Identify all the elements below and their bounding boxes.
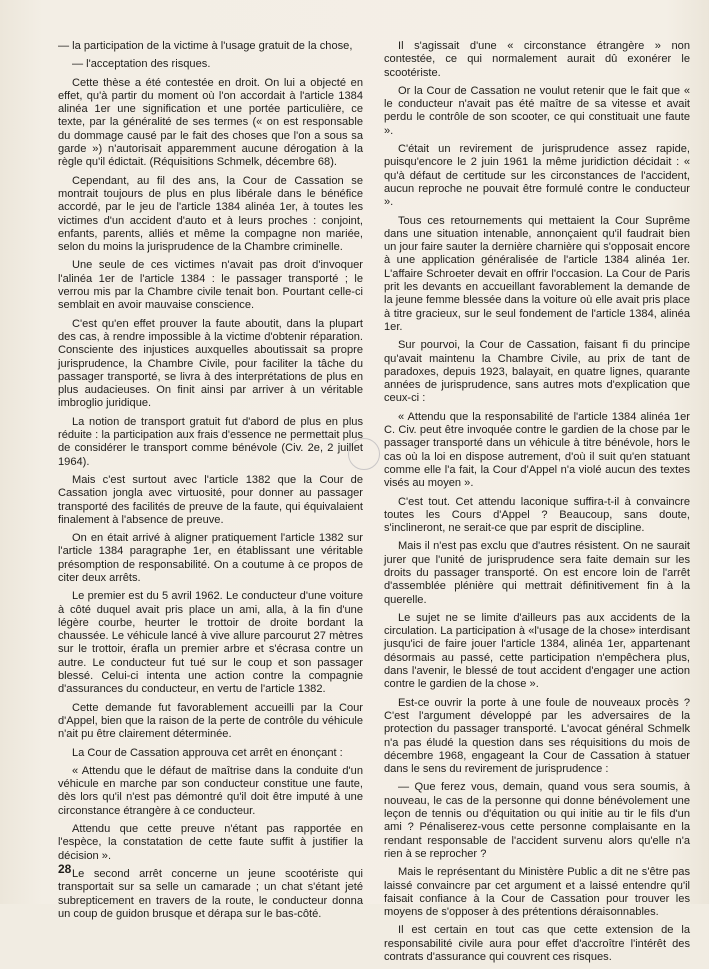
paragraph: Le premier est du 5 avril 1962. Le conducteur d'une voiture à côté duquel avait pris place un ami, alla, à la fin d'une légère courbe, heurter le trottoir de droite bordant la chaussée. Le véhicule lancé à vive allure parcourut 27 mètres sur le trottoir, érafla un premier arbre et s'écrasa contre un autre. Le conducteur fut tué sur le coup et son passager blessé. Celui-ci intenta une action contre la compagnie d'assurances du conducteur, en vertu de l'article 1382.	[58, 590, 363, 696]
paragraph: Il est certain en tout cas que cette extension de la responsabilité civile aura pour effet d'accroître l'intérêt des contrats d'assurance qui couvrent ces risques.	[384, 924, 690, 963]
paragraph: Le sujet ne se limite d'ailleurs pas aux accidents de la circulation. La participation à «l'usage de la chose» interdisant jusqu'ici de faire jouer l'article 1384, alinéa 1er, appartenant désormais au passé, cette participation n'empêchera plus, dans l'avenir, le blessé de tout accident d'engager une action contre le gardien de la chose ».	[384, 611, 690, 691]
page-number: 28	[58, 862, 72, 876]
paragraph: Mais il n'est pas exclu que d'autres résistent. On ne saurait jurer que l'unité de jurisprudence sera faite demain sur les droits du passager transporté. On est encore loin de l'arrêt d'assemblée plénière qui mettrait définitivement fin à la querelle.	[384, 540, 690, 606]
paragraph: — la participation de la victime à l'usage gratuit de la chose,	[58, 40, 353, 52]
paragraph: — l'acceptation des risques.	[72, 58, 211, 71]
paragraph: Tous ces retournements qui mettaient la Cour Suprême dans une situation intenable, annonçaient qu'il faudrait bien un jour faire sauter la dernière charnière qui s'opposait encore à une application généralisée de l'article 1384 alinéa 1er. L'affaire Schroeter devait en offrir l'occasion. La Cour de Paris prit les devants en accueillant favorablement la demande de la jeune femme blessée dans la voiture où elle avait pris place à titre gracieux, sur le seul fondement de l'article 1384, alinéa 1er.	[384, 214, 690, 333]
quote-paragraph: « Attendu que le défaut de maîtrise dans la conduite d'un véhicule en marche par son conducteur constitue une faute, dès lors qu'il n'est pas démontré qu'il doit être imputé à une circonstance étrangère à ce conducteur.	[58, 764, 363, 817]
quote-paragraph: Attendu que cette preuve n'étant pas rapportée en l'espèce, la constatation de cette faute suffit à justifier la décision ».	[58, 823, 363, 862]
paragraph: Mais le représentant du Ministère Public a dit ne s'être pas laissé convaincre par cet argument et a laissé entendre qu'il faisait confiance à la Cour de Cassation pour trouver les moyens de s'opposer à des prétentions déraisonnables.	[384, 866, 690, 919]
paragraph: Il s'agissait d'une « circonstance étrangère » non contestée, ce qui normalement aurait dû exonérer le scootériste.	[384, 40, 690, 79]
paragraph: Est-ce ouvrir la porte à une foule de nouveaux procès ? C'est l'argument développé par les adversaires de la protection du passager transporté. L'avocat général Schmelk n'a pas éludé la question dans ses réquisitions du mois de décembre 1968, engageant la Cour de Cassation à statuer dans le sens du revirement de jurisprudence :	[384, 696, 690, 776]
right-column	[384, 40, 690, 969]
left-column	[58, 40, 363, 926]
paragraph: Cette thèse a été contestée en droit. On lui a objecté en effet, qu'à partir du moment où l'on accordait à l'article 1384 alinéa 1er une signification et une portée particulière, ce texte, par la généralité de ses termes (« on est responsable du dommage causé par le fait des choses que l'on a sous sa garde ») n'autorisait apparemment aucune dérogation à la règle qu'il édictait. (Réquisitions Schmelk, décembre 68).	[58, 76, 363, 169]
paragraph: Cependant, au fil des ans, la Cour de Cassation se montrait toujours de plus en plus libérale dans le bénéfice accordé, par le jeu de l'article 1384 alinéa 1er, à toutes les victimes d'un accident d'auto et à leurs proches : conjoint, enfants, parents, alliés et même la compagne non mariée, selon du moins la jurisprudence de la Chambre criminelle.	[58, 174, 363, 254]
paragraph: C'était un revirement de jurisprudence assez rapide, puisqu'encore le 2 juin 1961 la même juridiction décidait : « qu'à défaut de certitude sur les circonstances de l'accident, aucun reproche ne pouvait être formulé contre le conducteur ».	[384, 143, 690, 209]
paragraph: Or la Cour de Cassation ne voulut retenir que le fait que « le conducteur n'avait pas été maître de sa vitesse et avait perdu le contrôle de son scooter, ce qui constituait une faute ».	[384, 84, 690, 137]
paragraph: Cette demande fut favorablement accueilli par la Cour d'Appel, bien que la raison de la perte de contrôle du véhicule n'ait pu être clairement déterminée.	[58, 701, 363, 741]
paragraph: La notion de transport gratuit fut d'abord de plus en plus réduite : la participation aux frais d'essence ne permettait plus de considérer le transport comme bénévole (Civ. 2e, 2 juillet 1964).	[58, 415, 363, 468]
paragraph: Le second arrêt concerne un jeune scootériste qui transportait sur sa selle un camarade ; un chat s'étant jeté subrepticement en travers de la route, le conducteur donna un coup de guidon brusque et dérapa sur le bas-côté.	[58, 867, 363, 920]
paragraph: La Cour de Cassation approuva cet arrêt en énonçant :	[72, 746, 343, 759]
paragraph: Sur pourvoi, la Cour de Cassation, faisant fi du principe qu'avait maintenu la Chambre Civile, au prix de tant de paradoxes, depuis 1923, balayait, en quatre lignes, quarante années de jurisprudence, sans autres mots d'explication que ceux-ci :	[384, 339, 690, 405]
paragraph: Mais c'est surtout avec l'article 1382 que la Cour de Cassation jongla avec virtuosité, pour donner au passager transporté des facilités de preuve de la faute, qui équivalaient finalement à l'absence de preuve.	[58, 473, 363, 526]
paragraph: — Que ferez vous, demain, quand vous sera soumis, à nouveau, le cas de la personne qui donne bénévolement une leçon de tennis ou d'équitation ou qui initie au tir le fils d'un ami ? Pénaliserez-vous cette personne complaisante en la rendant responsable de l'accident survenu alors qu'elle n'a rien à se reprocher ?	[384, 781, 690, 860]
paragraph: On en était arrivé à aligner pratiquement l'article 1382 sur l'article 1384 paragraphe 1er, en établissant une véritable présomption de responsabilité. On a coutume à ce propos de citer deux arrêts.	[58, 532, 363, 584]
paragraph: C'est qu'en effet prouver la faute aboutit, dans la plupart des cas, à rendre impossible à la victime d'obtenir réparation. Consciente des injustices auxquelles aboutissait sa propre jurisprudence, la Chambre Civile, pour faciliter la tâche du passager transporté, se livra à des interprétations de plus en plus audacieuses. On finit ainsi par arriver à un véritable imbroglio juridique.	[58, 317, 363, 410]
library-stamp	[348, 438, 380, 470]
paragraph: Une seule de ces victimes n'avait pas droit d'invoquer l'alinéa 1er de l'article 1384 : le passager transporté ; le verrou mis par la Chambre civile tenait bon. Pourtant celle-ci semblait en avoir mauvaise conscience.	[58, 259, 363, 312]
quote-paragraph: « Attendu que la responsabilité de l'article 1384 alinéa 1er C. Civ. peut être invoquée contre le gardien de la chose par le passager transporté dans un véhicule à titre bénévole, hors le cas où la loi en dispose autrement, d'où il suit qu'en statuant comme elle l'a fait, la Cour d'Appel n'a violé aucun des textes visés au moyen ».	[384, 410, 690, 490]
paragraph: C'est tout. Cet attendu laconique suffira-t-il à convaincre toutes les Cours d'Appel ? Beaucoup, sans doute, s'inclineront, ne serait-ce que par esprit de discipline.	[384, 495, 690, 535]
